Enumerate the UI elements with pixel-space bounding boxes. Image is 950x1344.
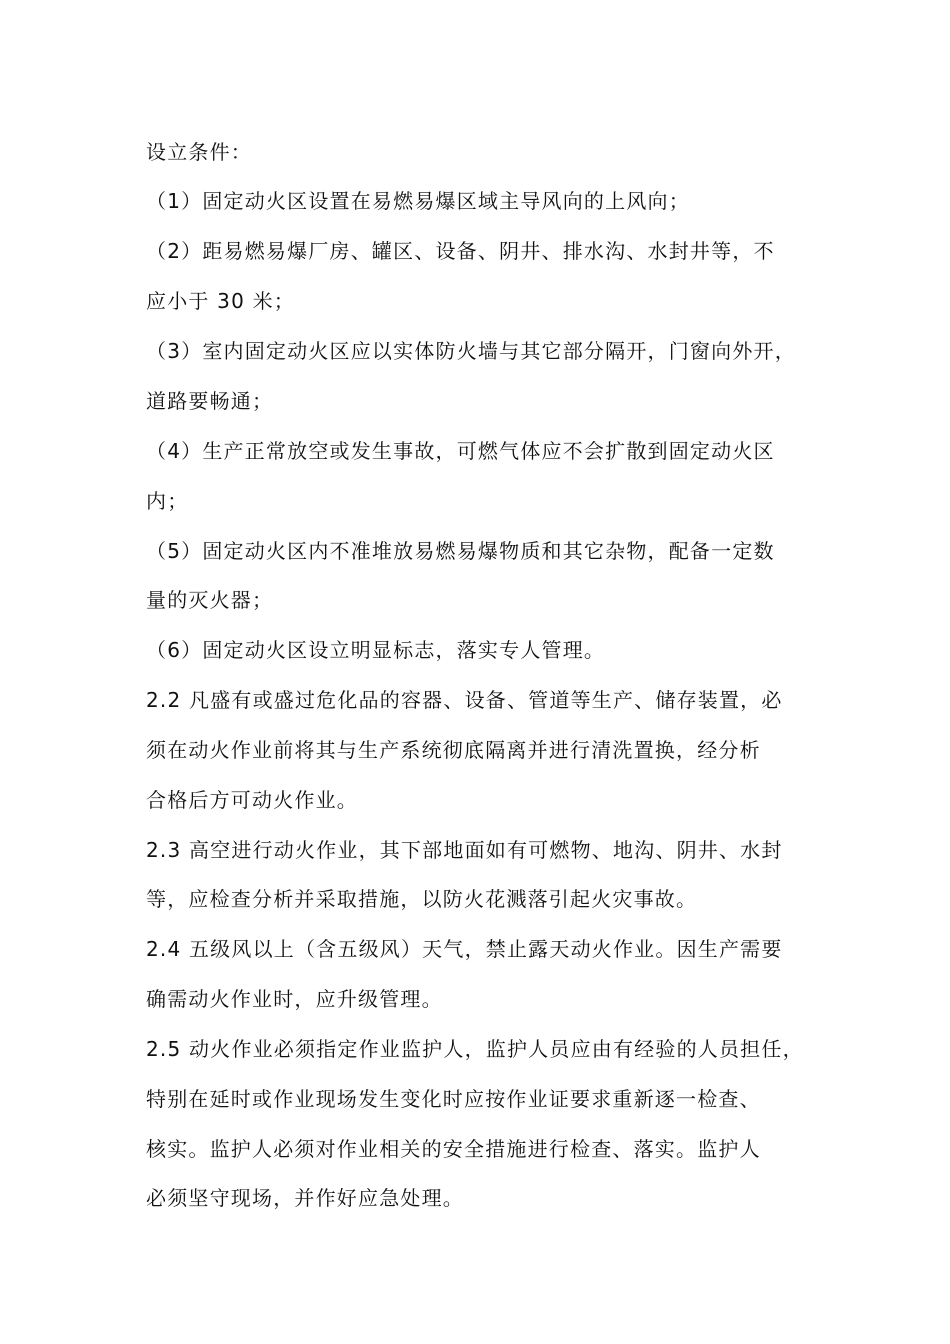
text-line: 核实。监护人必须对作业相关的安全措施进行检查、落实。监护人	[146, 1137, 761, 1161]
text-line: 特别在延时或作业现场发生变化时应按作业证要求重新逐一检查、	[146, 1087, 761, 1111]
text-line: （5）固定动火区内不准堆放易燃易爆物质和其它杂物，配备一定数	[146, 539, 775, 563]
text-line: 道路要畅通；	[146, 389, 274, 413]
text-line: 须在动火作业前将其与生产系统彻底隔离并进行清洗置换，经分析	[146, 738, 761, 762]
text-line: 必须坚守现场，并作好应急处理。	[146, 1186, 464, 1210]
text-line: 2.4 五级风以上（含五级风）天气，禁止露天动火作业。因生产需要	[146, 937, 783, 961]
text-line: 内；	[146, 489, 189, 513]
text-line: （1）固定动火区设置在易燃易爆区域主导风向的上风向；	[146, 189, 690, 213]
text-line: 等，应检查分析并采取措施，以防火花溅落引起火灾事故。	[146, 887, 698, 911]
text-line: （3）室内固定动火区应以实体防火墙与其它部分隔开，门窗向外开，	[146, 339, 796, 363]
text-line: 2.5 动火作业必须指定作业监护人，监护人员应由有经验的人员担任，	[146, 1037, 804, 1061]
text-line: 确需动火作业时，应升级管理。	[146, 987, 443, 1011]
text-line: 2.2 凡盛有或盛过危化品的容器、设备、管道等生产、储存装置，必	[146, 688, 783, 712]
text-line: 量的灭火器；	[146, 588, 274, 612]
text-line: 2.3 高空进行动火作业，其下部地面如有可燃物、地沟、阴井、水封	[146, 838, 783, 862]
text-line: 合格后方可动火作业。	[146, 788, 358, 812]
text-line: （4）生产正常放空或发生事故，可燃气体应不会扩散到固定动火区	[146, 439, 775, 463]
text-line: 应小于 30 米；	[146, 289, 295, 313]
text-line: 设立条件：	[146, 140, 252, 164]
text-line: （6）固定动火区设立明显标志，落实专人管理。	[146, 638, 606, 662]
text-line: （2）距易燃易爆厂房、罐区、设备、阴井、排水沟、水封井等，不	[146, 239, 775, 263]
